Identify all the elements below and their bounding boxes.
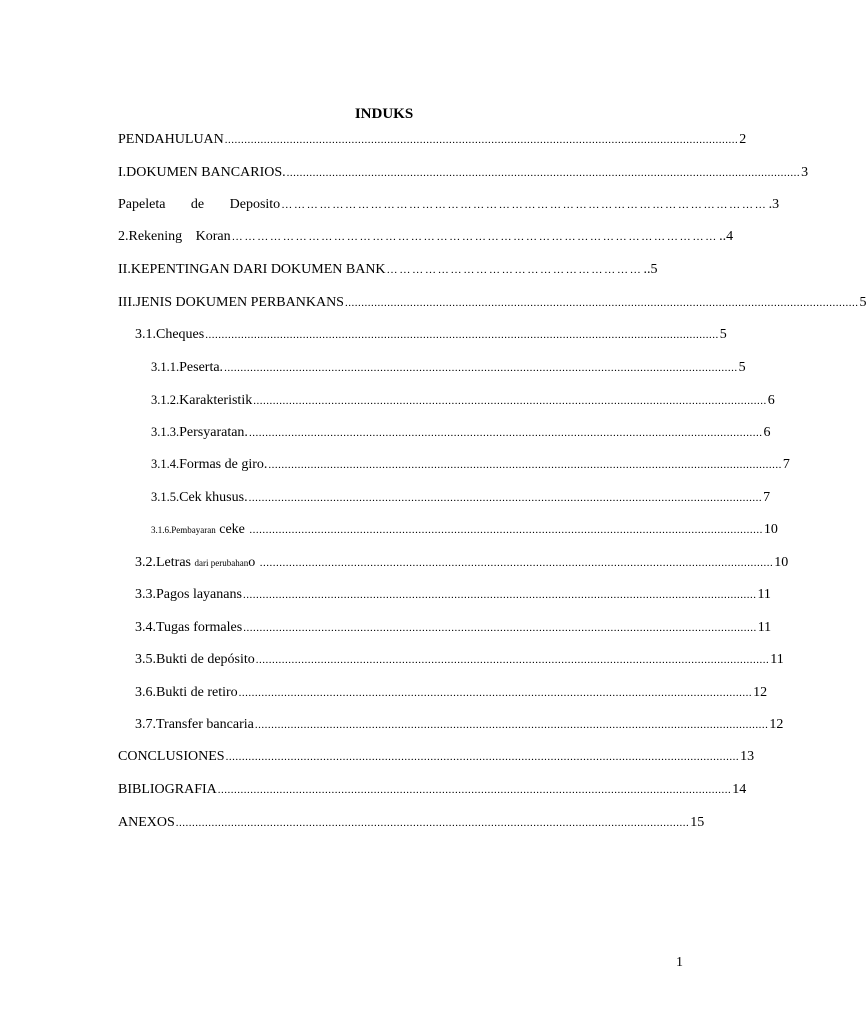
dot-leader: .............................................................................................................................................................. (224, 134, 739, 146)
toc-entry-number: 2. (118, 229, 129, 244)
toc-entry-tugas-formales[interactable] (135, 620, 772, 640)
toc-entry-page: .3 (768, 197, 780, 212)
toc-entry-number: 3.1.1. (151, 360, 180, 374)
toc-entry-page: ..5 (643, 262, 658, 277)
toc-entry-letras[interactable] (135, 555, 789, 575)
dot-leader: .............................................................................................................................................................. (268, 459, 782, 471)
toc-entry-number: 3.7. (135, 717, 156, 732)
toc-entry-number: 3.1. (135, 327, 156, 342)
toc-entry-cheques[interactable] (135, 327, 727, 347)
toc-entry-label: Bukti de depósito (156, 652, 255, 667)
dot-leader: .............................................................................................................................................................. (344, 297, 859, 309)
dot-leader: …………………………………………………………………………………………………… (281, 199, 768, 211)
toc-entry-transfer-bancaria[interactable] (135, 717, 784, 737)
dot-leader: .............................................................................................................................................................. (224, 362, 738, 374)
toc-entry-bukti-de-retiro[interactable] (135, 685, 768, 705)
toc-entry-number: I. (118, 165, 127, 180)
toc-entry-label-small: Pembayaran (171, 525, 216, 535)
toc-entry-peserta[interactable] (151, 360, 746, 380)
dot-leader: .............................................................................................................................................................. (205, 329, 719, 341)
toc-entry-cek-khusus[interactable] (151, 490, 771, 510)
toc-entry-conclusiones[interactable] (118, 749, 755, 769)
toc-entry-page: 5 (859, 295, 866, 310)
toc-entry-label: Letras (156, 555, 195, 570)
toc-entry-pembayaran-ceke[interactable] (151, 522, 778, 542)
toc-entry-number: 3.1.3. (151, 425, 180, 439)
toc-entry-label: Papeleta de Deposito (118, 197, 281, 212)
dot-leader: .............................................................................................................................................................. (253, 395, 767, 407)
toc-entry-label: ANEXOS (118, 815, 175, 830)
toc-entry-label: Tugas formales (156, 620, 243, 635)
toc-entry-page: 14 (732, 782, 747, 797)
toc-entry-jenis-dokumen[interactable] (118, 295, 866, 315)
dot-leader: .............................................................................................................................................................. (248, 492, 763, 504)
dot-leader: .............................................................................................................................................................. (243, 622, 757, 634)
toc-entry-number: 3.1.2. (151, 393, 180, 407)
toc-entry-number: 3.2. (135, 555, 156, 570)
dot-leader: .............................................................................................................................................................. (217, 784, 732, 796)
toc-entry-formas-de-giro[interactable] (151, 457, 790, 477)
toc-entry-page: 12 (753, 685, 768, 700)
dot-leader: .............................................................................................................................................................. (242, 589, 757, 601)
toc-entry-number: II. (118, 262, 131, 277)
toc-entry-persyaratan[interactable] (151, 425, 771, 445)
toc-entry-page: 5 (738, 360, 746, 375)
toc-entry-label: Pagos layanans (156, 587, 242, 602)
toc-entry-label: DOKUMEN BANCARIOS. (126, 165, 286, 180)
toc-entry-number: 3.3. (135, 587, 156, 602)
toc-entry-papeleta-de-deposito[interactable] (118, 197, 780, 217)
dot-leader: .............................................................................................................................................................. (286, 167, 801, 179)
toc-entry-page: 10 (763, 522, 778, 537)
dot-leader: .............................................................................................................................................................. (225, 751, 740, 763)
toc-entry-page: 5 (719, 327, 727, 342)
toc-entry-label: KEPENTINGAN DARI DOKUMEN BANK (130, 262, 386, 277)
toc-entry-karakteristik[interactable] (151, 393, 775, 413)
dot-leader: .............................................................................................................................................................. (249, 524, 763, 536)
toc-entry-label: Formas de giro. (179, 457, 268, 472)
toc-entry-label: Cheques (156, 327, 205, 342)
toc-entry-page: 10 (774, 555, 789, 570)
toc-entry-number: III. (118, 295, 136, 310)
dot-leader: …………………………………………………… (386, 264, 643, 276)
toc-entry-label: CONCLUSIONES (118, 749, 225, 764)
toc-entry-page: 3 (801, 165, 809, 180)
toc-entry-label: Karakteristik (179, 393, 253, 408)
toc-entry-rekening-koran[interactable] (118, 229, 734, 249)
toc-entry-bukti-de-deposito[interactable] (135, 652, 784, 672)
toc-title: INDUKS (354, 106, 414, 122)
toc-entry-page: 7 (763, 490, 771, 505)
toc-entry-number: 3.1.6. (151, 525, 172, 535)
dot-leader: .............................................................................................................................................................. (255, 654, 770, 666)
toc-entry-pendahuluan[interactable] (118, 132, 747, 152)
toc-entry-page: 15 (690, 815, 705, 830)
toc-entry-dokumen-bancarios[interactable] (118, 165, 809, 185)
toc-entry-label: JENIS DOKUMEN PERBANKANS (135, 295, 344, 310)
toc-entry-page: ..4 (719, 229, 734, 244)
toc-entry-page: 13 (740, 749, 755, 764)
dot-leader: …………………………………………………………………………………………………… (231, 231, 719, 243)
dot-leader: .............................................................................................................................................................. (259, 557, 774, 569)
toc-entry-label: Persyaratan. (179, 425, 248, 440)
toc-entry-pagos-layanans[interactable] (135, 587, 771, 607)
toc-entry-kepentingan[interactable] (118, 262, 658, 282)
toc-entry-page: 11 (770, 652, 784, 667)
page-number: 1 (676, 955, 683, 970)
toc-entry-page: 11 (757, 587, 771, 602)
toc-entry-label: Rekening Koran (128, 229, 231, 244)
dot-leader: .............................................................................................................................................................. (175, 817, 690, 829)
toc-entry-page: 6 (767, 393, 775, 408)
toc-entry-anexos[interactable] (118, 815, 705, 835)
toc-entry-page: 7 (782, 457, 790, 472)
toc-entry-page: 2 (739, 132, 747, 147)
toc-entry-number: 3.1.5. (151, 490, 180, 504)
toc-entry-label: Peserta. (179, 360, 224, 375)
toc-entry-label: Cek khusus. (179, 490, 248, 505)
toc-entry-label: Bukti de retiro (156, 685, 238, 700)
toc-entry-number: 3.5. (135, 652, 156, 667)
toc-entry-label: BIBLIOGRAFIA (118, 782, 217, 797)
dot-leader: .............................................................................................................................................................. (254, 719, 769, 731)
toc-entry-page: 11 (757, 620, 772, 635)
toc-entry-label: PENDAHULUAN (118, 132, 224, 147)
dot-leader: .............................................................................................................................................................. (238, 687, 753, 699)
toc-entry-label: Transfer bancaria (156, 717, 254, 732)
toc-entry-page: 6 (763, 425, 771, 440)
dot-leader: .............................................................................................................................................................. (248, 427, 763, 439)
toc-entry-label: ceke (215, 522, 249, 537)
toc-entry-label-tail: o (248, 555, 259, 570)
toc-entry-page: 12 (769, 717, 784, 732)
toc-entry-number: 3.4. (135, 620, 156, 635)
toc-entry-number: 3.6. (135, 685, 156, 700)
toc-entry-number: 3.1.4. (151, 457, 180, 471)
toc-entry-bibliografia[interactable] (118, 782, 747, 802)
toc-entry-label-small: dari perubahan (194, 558, 249, 568)
